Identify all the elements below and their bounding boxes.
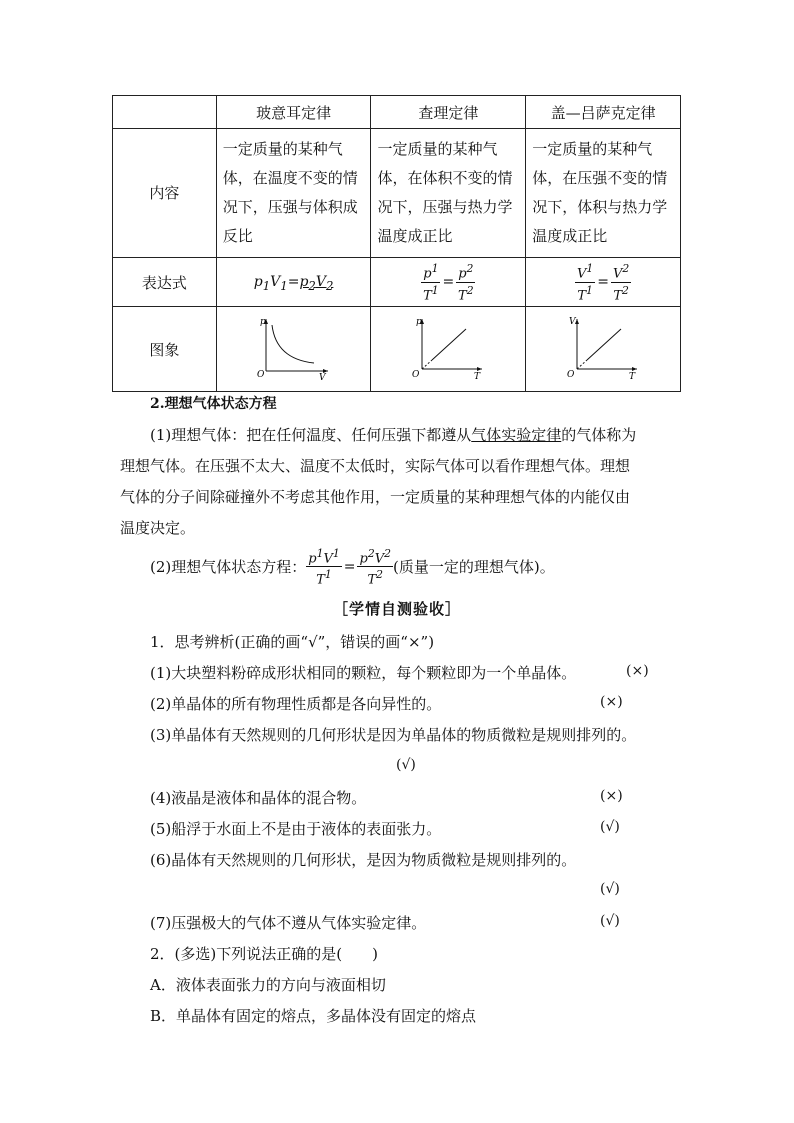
boyle-content: 一定质量的某种气体，在温度不变的情况下，压强与体积成反比 [216,129,371,258]
charles-graph-cell [371,307,526,392]
charles-x-label: T [474,372,481,381]
boyle-x-label: V [318,373,326,381]
row-label-graph: 图象 [113,307,217,392]
header-charles: 查理定律 [371,96,526,129]
charles-content: 一定质量的某种气体，在体积不变的情况下，压强与热力学温度成正比 [371,129,526,258]
q1-item-2: (2)单晶体的所有物理性质都是各向异性的。 [150,695,442,713]
section2-p1-line4: 温度决定。 [120,519,196,537]
gay-lussac-graph [563,313,643,381]
self-test-title: ［学情自测验收］ [332,600,461,618]
table-row-graph [113,307,681,392]
boyle-v1-sub: 1 [280,278,288,293]
table-row-content [113,129,681,258]
boyle-graph-cell [216,307,371,392]
q1-item-3-mark: (√) [396,757,416,773]
q2-stem: 2．(多选)下列说法正确的是( ) [150,945,378,963]
boyle-origin: O [256,370,264,380]
boyle-v2-sub: 2 [325,278,334,293]
q1-item-1: (1)大块塑料粉碎成形状相同的颗粒，每个颗粒即为一个单晶体。 [150,664,577,682]
q1-stem: 1．思考辨析(正确的画“√”，错误的画“×”) [150,633,435,651]
gay-x-label: T [629,372,636,381]
section2-p2 [150,546,555,588]
gay-lussac-graph-cell [526,307,681,392]
section2-title: 2.理想气体状态方程 [150,396,277,412]
gas-laws-table [112,95,681,392]
gay-frac-1: $\frac{V^1}{T^1}$ [576,262,594,303]
charles-origin: O [412,370,420,380]
boyle-v2: V [315,273,326,290]
p2-text-b: (质量一定的理想气体)。 [392,558,555,577]
gay-origin: O [567,370,575,380]
header-gay-lussac: 盖—吕萨克定律 [526,96,681,129]
row-label-expression: 表达式 [113,258,217,307]
boyle-expression [216,258,371,307]
q1-item-6-mark: (√) [600,881,620,897]
charles-frac-2: $\frac{p^2}{T^2}$ [458,262,474,303]
q2-option-b: B．单晶体有固定的熔点，多晶体没有固定的熔点 [150,1007,477,1025]
p1-underlined-term: 气体实验定律 [471,426,562,444]
q1-item-6: (6)晶体有天然规则的几何形状，是因为物质微粒是规则排列的。 [150,851,577,869]
charles-graph [408,313,488,381]
gay-lussac-content: 一定质量的某种气体，在压强不变的情况下，体积与热力学温度成正比 [526,129,681,258]
boyle-eq: = [287,273,300,290]
gay-lussac-expression [526,258,681,307]
p1-text-a: (1)理想气体：把在任何温度、任何压强下都遵从 [150,426,472,444]
boyle-p1: p [253,273,263,290]
q2-option-a: A．液体表面张力的方向与液面相切 [150,976,386,994]
gay-y-label: V [569,317,576,327]
gay-frac-2: $\frac{V^2}{T^2}$ [612,262,630,303]
table-header-row [113,96,681,129]
q1-item-4: (4)液晶是液体和晶体的混合物。 [150,789,367,807]
charles-expression [371,258,526,307]
boyle-v1: V [270,273,281,290]
q1-item-3: (3)单晶体有天然规则的几何形状是因为单晶体的物质微粒是规则排列的。 [150,726,637,744]
header-boyle: 玻意耳定律 [216,96,371,129]
header-empty [113,96,217,129]
charles-eq: = [442,274,455,290]
table-row-expression [113,258,681,307]
boyle-graph [254,313,334,381]
section2-p1-line3: 气体的分子间除碰撞外不考虑其他作用，一定质量的某种理想气体的内能仅由 [120,488,631,506]
state-eq-frac-2: $\frac{p^2V^2}{T^2}$ [359,547,391,588]
q1-item-7-mark: (√) [600,913,620,929]
gay-eq: = [597,274,609,290]
state-eq-sign: = [343,558,356,575]
q1-item-7: (7)压强极大的气体不遵从气体实验定律。 [150,914,427,932]
state-eq-frac-1: $\frac{p^1V^1}{T^1}$ [308,547,340,588]
row-label-content: 内容 [113,129,217,258]
boyle-y-label: p [259,317,266,327]
boyle-p2: p [299,273,309,290]
p1-text-b: 的气体称为 [561,426,637,444]
charles-y-label: p [416,317,423,327]
charles-frac-1: $\frac{p^1}{T^1}$ [423,262,439,303]
section2-p1-line1 [150,424,636,445]
q1-item-4-mark: (×) [600,788,623,804]
p2-text-a: (2)理想气体状态方程： [150,558,307,577]
q1-item-1-mark: (×) [626,663,649,679]
q1-item-2-mark: (×) [600,694,623,710]
q1-item-5-mark: (√) [600,819,620,835]
q1-item-5: (5)船浮于水面上不是由于液体的表面张力。 [150,820,442,838]
section2-p1-line2: 理想气体。在压强不太大、温度不太低时，实际气体可以看作理想气体。理想 [120,457,631,475]
boyle-p1-sub: 1 [262,278,271,293]
boyle-p2-sub: 2 [308,278,316,293]
